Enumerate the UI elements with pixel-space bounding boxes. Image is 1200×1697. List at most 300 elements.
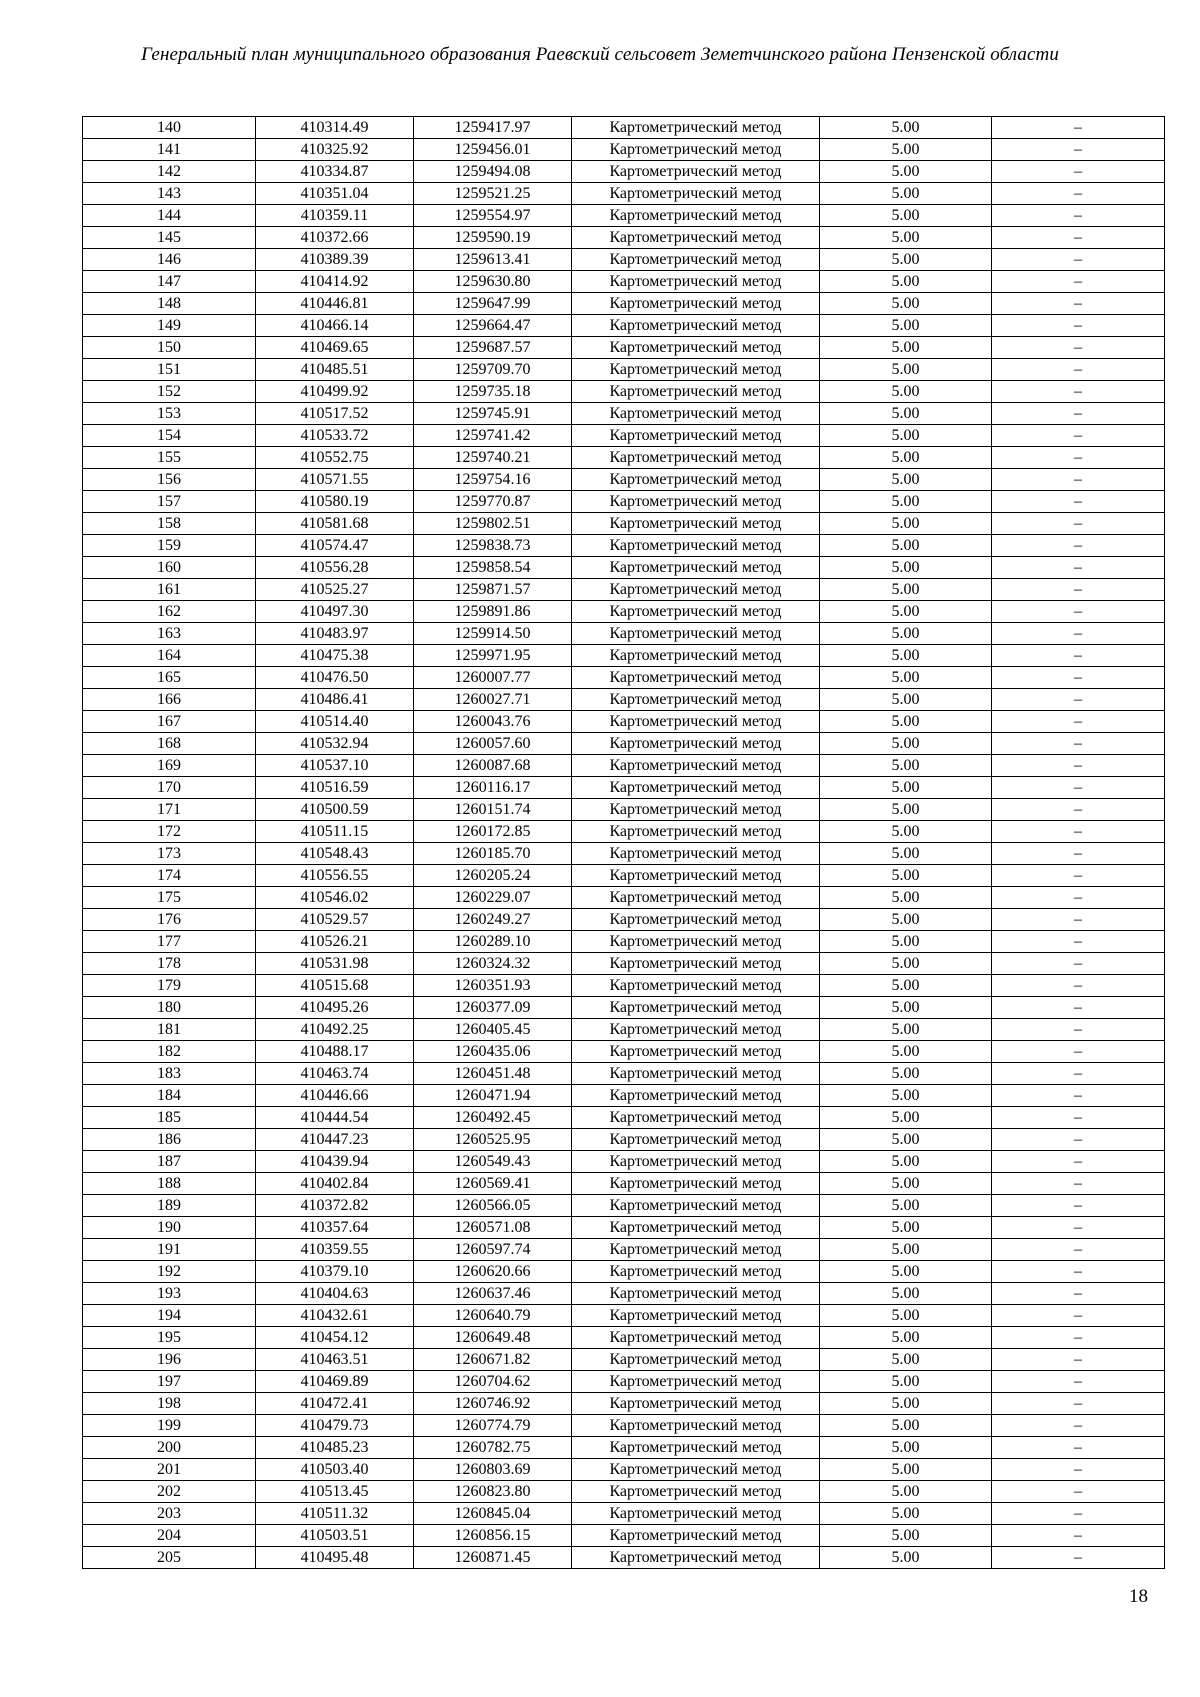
description-cell: – bbox=[992, 1349, 1165, 1371]
y-coordinate-cell: 1260027.71 bbox=[414, 689, 572, 711]
x-coordinate-cell: 410351.04 bbox=[256, 183, 414, 205]
description-cell: – bbox=[992, 1107, 1165, 1129]
y-coordinate-cell: 1259802.51 bbox=[414, 513, 572, 535]
table-row bbox=[83, 1393, 1165, 1415]
y-coordinate-cell: 1260746.92 bbox=[414, 1393, 572, 1415]
table-row bbox=[83, 777, 1165, 799]
point-number-cell: 149 bbox=[83, 315, 256, 337]
y-coordinate-cell: 1260229.07 bbox=[414, 887, 572, 909]
point-number-cell: 190 bbox=[83, 1217, 256, 1239]
method-cell: Картометрический метод bbox=[572, 117, 820, 139]
x-coordinate-cell: 410475.38 bbox=[256, 645, 414, 667]
point-number-cell: 198 bbox=[83, 1393, 256, 1415]
x-coordinate-cell: 410463.51 bbox=[256, 1349, 414, 1371]
description-cell: – bbox=[992, 359, 1165, 381]
point-number-cell: 140 bbox=[83, 117, 256, 139]
description-cell: – bbox=[992, 1305, 1165, 1327]
table-row bbox=[83, 755, 1165, 777]
x-coordinate-cell: 410571.55 bbox=[256, 469, 414, 491]
method-cell: Картометрический метод bbox=[572, 249, 820, 271]
accuracy-cell: 5.00 bbox=[820, 909, 992, 931]
method-cell: Картометрический метод bbox=[572, 1305, 820, 1327]
point-number-cell: 167 bbox=[83, 711, 256, 733]
description-cell: – bbox=[992, 1525, 1165, 1547]
x-coordinate-cell: 410546.02 bbox=[256, 887, 414, 909]
y-coordinate-cell: 1260525.95 bbox=[414, 1129, 572, 1151]
description-cell: – bbox=[992, 425, 1165, 447]
description-cell: – bbox=[992, 183, 1165, 205]
method-cell: Картометрический метод bbox=[572, 909, 820, 931]
description-cell: – bbox=[992, 293, 1165, 315]
method-cell: Картометрический метод bbox=[572, 711, 820, 733]
accuracy-cell: 5.00 bbox=[820, 667, 992, 689]
table-row bbox=[83, 1217, 1165, 1239]
accuracy-cell: 5.00 bbox=[820, 447, 992, 469]
x-coordinate-cell: 410439.94 bbox=[256, 1151, 414, 1173]
description-cell: – bbox=[992, 1217, 1165, 1239]
accuracy-cell: 5.00 bbox=[820, 1327, 992, 1349]
point-number-cell: 159 bbox=[83, 535, 256, 557]
x-coordinate-cell: 410516.59 bbox=[256, 777, 414, 799]
point-number-cell: 177 bbox=[83, 931, 256, 953]
description-cell: – bbox=[992, 337, 1165, 359]
description-cell: – bbox=[992, 1371, 1165, 1393]
accuracy-cell: 5.00 bbox=[820, 535, 992, 557]
y-coordinate-cell: 1259554.97 bbox=[414, 205, 572, 227]
y-coordinate-cell: 1260185.70 bbox=[414, 843, 572, 865]
x-coordinate-cell: 410503.40 bbox=[256, 1459, 414, 1481]
description-cell: – bbox=[992, 777, 1165, 799]
description-cell: – bbox=[992, 1085, 1165, 1107]
point-number-cell: 162 bbox=[83, 601, 256, 623]
description-cell: – bbox=[992, 1283, 1165, 1305]
accuracy-cell: 5.00 bbox=[820, 315, 992, 337]
point-number-cell: 169 bbox=[83, 755, 256, 777]
accuracy-cell: 5.00 bbox=[820, 645, 992, 667]
method-cell: Картометрический метод bbox=[572, 645, 820, 667]
x-coordinate-cell: 410463.74 bbox=[256, 1063, 414, 1085]
table-row bbox=[83, 1261, 1165, 1283]
x-coordinate-cell: 410532.94 bbox=[256, 733, 414, 755]
accuracy-cell: 5.00 bbox=[820, 1019, 992, 1041]
method-cell: Картометрический метод bbox=[572, 359, 820, 381]
table-row bbox=[83, 1547, 1165, 1569]
method-cell: Картометрический метод bbox=[572, 799, 820, 821]
description-cell: – bbox=[992, 1261, 1165, 1283]
point-number-cell: 172 bbox=[83, 821, 256, 843]
y-coordinate-cell: 1260492.45 bbox=[414, 1107, 572, 1129]
y-coordinate-cell: 1260571.08 bbox=[414, 1217, 572, 1239]
table-row bbox=[83, 1239, 1165, 1261]
accuracy-cell: 5.00 bbox=[820, 623, 992, 645]
y-coordinate-cell: 1259741.42 bbox=[414, 425, 572, 447]
accuracy-cell: 5.00 bbox=[820, 799, 992, 821]
accuracy-cell: 5.00 bbox=[820, 1261, 992, 1283]
accuracy-cell: 5.00 bbox=[820, 469, 992, 491]
x-coordinate-cell: 410476.50 bbox=[256, 667, 414, 689]
table-row bbox=[83, 997, 1165, 1019]
method-cell: Картометрический метод bbox=[572, 293, 820, 315]
accuracy-cell: 5.00 bbox=[820, 1217, 992, 1239]
method-cell: Картометрический метод bbox=[572, 1041, 820, 1063]
description-cell: – bbox=[992, 491, 1165, 513]
description-cell: – bbox=[992, 557, 1165, 579]
y-coordinate-cell: 1260205.24 bbox=[414, 865, 572, 887]
table-row bbox=[83, 909, 1165, 931]
method-cell: Картометрический метод bbox=[572, 953, 820, 975]
table-row bbox=[83, 1349, 1165, 1371]
method-cell: Картометрический метод bbox=[572, 1217, 820, 1239]
y-coordinate-cell: 1259871.57 bbox=[414, 579, 572, 601]
description-cell: – bbox=[992, 1459, 1165, 1481]
x-coordinate-cell: 410469.65 bbox=[256, 337, 414, 359]
description-cell: – bbox=[992, 667, 1165, 689]
method-cell: Картометрический метод bbox=[572, 1459, 820, 1481]
table-row bbox=[83, 1041, 1165, 1063]
point-number-cell: 189 bbox=[83, 1195, 256, 1217]
table-row bbox=[83, 557, 1165, 579]
method-cell: Картометрический метод bbox=[572, 1349, 820, 1371]
accuracy-cell: 5.00 bbox=[820, 1283, 992, 1305]
y-coordinate-cell: 1259417.97 bbox=[414, 117, 572, 139]
x-coordinate-cell: 410537.10 bbox=[256, 755, 414, 777]
accuracy-cell: 5.00 bbox=[820, 755, 992, 777]
x-coordinate-cell: 410495.26 bbox=[256, 997, 414, 1019]
description-cell: – bbox=[992, 755, 1165, 777]
point-number-cell: 161 bbox=[83, 579, 256, 601]
x-coordinate-cell: 410432.61 bbox=[256, 1305, 414, 1327]
table-row bbox=[83, 865, 1165, 887]
y-coordinate-cell: 1260871.45 bbox=[414, 1547, 572, 1569]
y-coordinate-cell: 1260566.05 bbox=[414, 1195, 572, 1217]
x-coordinate-cell: 410402.84 bbox=[256, 1173, 414, 1195]
description-cell: – bbox=[992, 249, 1165, 271]
accuracy-cell: 5.00 bbox=[820, 1525, 992, 1547]
method-cell: Картометрический метод bbox=[572, 1151, 820, 1173]
accuracy-cell: 5.00 bbox=[820, 293, 992, 315]
description-cell: – bbox=[992, 1503, 1165, 1525]
point-number-cell: 146 bbox=[83, 249, 256, 271]
x-coordinate-cell: 410469.89 bbox=[256, 1371, 414, 1393]
point-number-cell: 180 bbox=[83, 997, 256, 1019]
method-cell: Картометрический метод bbox=[572, 887, 820, 909]
table-row bbox=[83, 315, 1165, 337]
x-coordinate-cell: 410472.41 bbox=[256, 1393, 414, 1415]
x-coordinate-cell: 410359.55 bbox=[256, 1239, 414, 1261]
y-coordinate-cell: 1259891.86 bbox=[414, 601, 572, 623]
description-cell: – bbox=[992, 1239, 1165, 1261]
table-row bbox=[83, 975, 1165, 997]
x-coordinate-cell: 410511.15 bbox=[256, 821, 414, 843]
accuracy-cell: 5.00 bbox=[820, 843, 992, 865]
description-cell: – bbox=[992, 1151, 1165, 1173]
accuracy-cell: 5.00 bbox=[820, 557, 992, 579]
y-coordinate-cell: 1259770.87 bbox=[414, 491, 572, 513]
table-row bbox=[83, 1459, 1165, 1481]
point-number-cell: 176 bbox=[83, 909, 256, 931]
description-cell: – bbox=[992, 1437, 1165, 1459]
description-cell: – bbox=[992, 227, 1165, 249]
table-row bbox=[83, 1415, 1165, 1437]
x-coordinate-cell: 410533.72 bbox=[256, 425, 414, 447]
x-coordinate-cell: 410529.57 bbox=[256, 909, 414, 931]
point-number-cell: 204 bbox=[83, 1525, 256, 1547]
table-row bbox=[83, 271, 1165, 293]
point-number-cell: 173 bbox=[83, 843, 256, 865]
accuracy-cell: 5.00 bbox=[820, 403, 992, 425]
point-number-cell: 181 bbox=[83, 1019, 256, 1041]
x-coordinate-cell: 410314.49 bbox=[256, 117, 414, 139]
point-number-cell: 160 bbox=[83, 557, 256, 579]
method-cell: Картометрический метод bbox=[572, 1547, 820, 1569]
description-cell: – bbox=[992, 1481, 1165, 1503]
method-cell: Картометрический метод bbox=[572, 1283, 820, 1305]
y-coordinate-cell: 1260471.94 bbox=[414, 1085, 572, 1107]
description-cell: – bbox=[992, 1063, 1165, 1085]
accuracy-cell: 5.00 bbox=[820, 1481, 992, 1503]
x-coordinate-cell: 410515.68 bbox=[256, 975, 414, 997]
point-number-cell: 154 bbox=[83, 425, 256, 447]
x-coordinate-cell: 410447.23 bbox=[256, 1129, 414, 1151]
method-cell: Картометрический метод bbox=[572, 975, 820, 997]
table-row bbox=[83, 469, 1165, 491]
table-row bbox=[83, 337, 1165, 359]
table-row bbox=[83, 1371, 1165, 1393]
table-row bbox=[83, 403, 1165, 425]
x-coordinate-cell: 410404.63 bbox=[256, 1283, 414, 1305]
point-number-cell: 145 bbox=[83, 227, 256, 249]
point-number-cell: 179 bbox=[83, 975, 256, 997]
description-cell: – bbox=[992, 271, 1165, 293]
method-cell: Картометрический метод bbox=[572, 843, 820, 865]
accuracy-cell: 5.00 bbox=[820, 1239, 992, 1261]
method-cell: Картометрический метод bbox=[572, 139, 820, 161]
description-cell: – bbox=[992, 975, 1165, 997]
method-cell: Картометрический метод bbox=[572, 997, 820, 1019]
accuracy-cell: 5.00 bbox=[820, 491, 992, 513]
point-number-cell: 197 bbox=[83, 1371, 256, 1393]
description-cell: – bbox=[992, 447, 1165, 469]
y-coordinate-cell: 1259521.25 bbox=[414, 183, 572, 205]
x-coordinate-cell: 410499.92 bbox=[256, 381, 414, 403]
accuracy-cell: 5.00 bbox=[820, 1415, 992, 1437]
point-number-cell: 196 bbox=[83, 1349, 256, 1371]
x-coordinate-cell: 410548.43 bbox=[256, 843, 414, 865]
y-coordinate-cell: 1259664.47 bbox=[414, 315, 572, 337]
x-coordinate-cell: 410525.27 bbox=[256, 579, 414, 601]
x-coordinate-cell: 410514.40 bbox=[256, 711, 414, 733]
table-row bbox=[83, 227, 1165, 249]
x-coordinate-cell: 410531.98 bbox=[256, 953, 414, 975]
y-coordinate-cell: 1260597.74 bbox=[414, 1239, 572, 1261]
table-row bbox=[83, 1085, 1165, 1107]
accuracy-cell: 5.00 bbox=[820, 1195, 992, 1217]
table-row bbox=[83, 1437, 1165, 1459]
point-number-cell: 150 bbox=[83, 337, 256, 359]
y-coordinate-cell: 1260151.74 bbox=[414, 799, 572, 821]
point-number-cell: 202 bbox=[83, 1481, 256, 1503]
y-coordinate-cell: 1260172.85 bbox=[414, 821, 572, 843]
accuracy-cell: 5.00 bbox=[820, 139, 992, 161]
point-number-cell: 147 bbox=[83, 271, 256, 293]
x-coordinate-cell: 410580.19 bbox=[256, 491, 414, 513]
table-row bbox=[83, 711, 1165, 733]
method-cell: Картометрический метод bbox=[572, 425, 820, 447]
point-number-cell: 143 bbox=[83, 183, 256, 205]
accuracy-cell: 5.00 bbox=[820, 1151, 992, 1173]
point-number-cell: 178 bbox=[83, 953, 256, 975]
y-coordinate-cell: 1260087.68 bbox=[414, 755, 572, 777]
accuracy-cell: 5.00 bbox=[820, 865, 992, 887]
point-number-cell: 141 bbox=[83, 139, 256, 161]
description-cell: – bbox=[992, 623, 1165, 645]
x-coordinate-cell: 410485.51 bbox=[256, 359, 414, 381]
accuracy-cell: 5.00 bbox=[820, 1173, 992, 1195]
point-number-cell: 187 bbox=[83, 1151, 256, 1173]
method-cell: Картометрический метод bbox=[572, 865, 820, 887]
accuracy-cell: 5.00 bbox=[820, 1041, 992, 1063]
table-row bbox=[83, 1063, 1165, 1085]
y-coordinate-cell: 1259740.21 bbox=[414, 447, 572, 469]
x-coordinate-cell: 410497.30 bbox=[256, 601, 414, 623]
description-cell: – bbox=[992, 821, 1165, 843]
description-cell: – bbox=[992, 1393, 1165, 1415]
y-coordinate-cell: 1259745.91 bbox=[414, 403, 572, 425]
y-coordinate-cell: 1260405.45 bbox=[414, 1019, 572, 1041]
description-cell: – bbox=[992, 139, 1165, 161]
y-coordinate-cell: 1260649.48 bbox=[414, 1327, 572, 1349]
method-cell: Картометрический метод bbox=[572, 183, 820, 205]
accuracy-cell: 5.00 bbox=[820, 117, 992, 139]
accuracy-cell: 5.00 bbox=[820, 997, 992, 1019]
table-row bbox=[83, 1305, 1165, 1327]
accuracy-cell: 5.00 bbox=[820, 227, 992, 249]
table-row bbox=[83, 513, 1165, 535]
point-number-cell: 163 bbox=[83, 623, 256, 645]
table-row bbox=[83, 535, 1165, 557]
y-coordinate-cell: 1260823.80 bbox=[414, 1481, 572, 1503]
point-number-cell: 200 bbox=[83, 1437, 256, 1459]
table-row bbox=[83, 821, 1165, 843]
point-number-cell: 194 bbox=[83, 1305, 256, 1327]
x-coordinate-cell: 410325.92 bbox=[256, 139, 414, 161]
point-number-cell: 152 bbox=[83, 381, 256, 403]
method-cell: Картометрический метод bbox=[572, 777, 820, 799]
x-coordinate-cell: 410372.82 bbox=[256, 1195, 414, 1217]
y-coordinate-cell: 1260451.48 bbox=[414, 1063, 572, 1085]
table-row bbox=[83, 733, 1165, 755]
accuracy-cell: 5.00 bbox=[820, 183, 992, 205]
description-cell: – bbox=[992, 997, 1165, 1019]
table-row bbox=[83, 447, 1165, 469]
accuracy-cell: 5.00 bbox=[820, 1085, 992, 1107]
description-cell: – bbox=[992, 953, 1165, 975]
table-row bbox=[83, 579, 1165, 601]
x-coordinate-cell: 410444.54 bbox=[256, 1107, 414, 1129]
x-coordinate-cell: 410479.73 bbox=[256, 1415, 414, 1437]
x-coordinate-cell: 410513.45 bbox=[256, 1481, 414, 1503]
y-coordinate-cell: 1260620.66 bbox=[414, 1261, 572, 1283]
y-coordinate-cell: 1260774.79 bbox=[414, 1415, 572, 1437]
point-number-cell: 157 bbox=[83, 491, 256, 513]
method-cell: Картометрический метод bbox=[572, 667, 820, 689]
method-cell: Картометрический метод bbox=[572, 623, 820, 645]
accuracy-cell: 5.00 bbox=[820, 249, 992, 271]
method-cell: Картометрический метод bbox=[572, 1239, 820, 1261]
x-coordinate-cell: 410581.68 bbox=[256, 513, 414, 535]
accuracy-cell: 5.00 bbox=[820, 425, 992, 447]
y-coordinate-cell: 1259971.95 bbox=[414, 645, 572, 667]
table-row bbox=[83, 843, 1165, 865]
y-coordinate-cell: 1259914.50 bbox=[414, 623, 572, 645]
point-number-cell: 158 bbox=[83, 513, 256, 535]
description-cell: – bbox=[992, 909, 1165, 931]
table-row bbox=[83, 1173, 1165, 1195]
y-coordinate-cell: 1260435.06 bbox=[414, 1041, 572, 1063]
description-cell: – bbox=[992, 205, 1165, 227]
y-coordinate-cell: 1259838.73 bbox=[414, 535, 572, 557]
accuracy-cell: 5.00 bbox=[820, 381, 992, 403]
table-row bbox=[83, 161, 1165, 183]
accuracy-cell: 5.00 bbox=[820, 513, 992, 535]
point-number-cell: 170 bbox=[83, 777, 256, 799]
y-coordinate-cell: 1260640.79 bbox=[414, 1305, 572, 1327]
table-row bbox=[83, 425, 1165, 447]
x-coordinate-cell: 410511.32 bbox=[256, 1503, 414, 1525]
accuracy-cell: 5.00 bbox=[820, 689, 992, 711]
table-row bbox=[83, 1151, 1165, 1173]
accuracy-cell: 5.00 bbox=[820, 359, 992, 381]
accuracy-cell: 5.00 bbox=[820, 1459, 992, 1481]
y-coordinate-cell: 1260637.46 bbox=[414, 1283, 572, 1305]
y-coordinate-cell: 1259647.99 bbox=[414, 293, 572, 315]
description-cell: – bbox=[992, 513, 1165, 535]
table-row bbox=[83, 667, 1165, 689]
accuracy-cell: 5.00 bbox=[820, 777, 992, 799]
point-number-cell: 201 bbox=[83, 1459, 256, 1481]
point-number-cell: 164 bbox=[83, 645, 256, 667]
table-row bbox=[83, 117, 1165, 139]
table-row bbox=[83, 645, 1165, 667]
method-cell: Картометрический метод bbox=[572, 1129, 820, 1151]
x-coordinate-cell: 410483.97 bbox=[256, 623, 414, 645]
x-coordinate-cell: 410486.41 bbox=[256, 689, 414, 711]
description-cell: – bbox=[992, 1195, 1165, 1217]
description-cell: – bbox=[992, 161, 1165, 183]
point-number-cell: 184 bbox=[83, 1085, 256, 1107]
y-coordinate-cell: 1260856.15 bbox=[414, 1525, 572, 1547]
accuracy-cell: 5.00 bbox=[820, 1371, 992, 1393]
accuracy-cell: 5.00 bbox=[820, 161, 992, 183]
method-cell: Картометрический метод bbox=[572, 403, 820, 425]
accuracy-cell: 5.00 bbox=[820, 1349, 992, 1371]
method-cell: Картометрический метод bbox=[572, 755, 820, 777]
method-cell: Картометрический метод bbox=[572, 271, 820, 293]
method-cell: Картометрический метод bbox=[572, 227, 820, 249]
method-cell: Картометрический метод bbox=[572, 1437, 820, 1459]
y-coordinate-cell: 1260782.75 bbox=[414, 1437, 572, 1459]
point-number-cell: 144 bbox=[83, 205, 256, 227]
method-cell: Картометрический метод bbox=[572, 447, 820, 469]
x-coordinate-cell: 410552.75 bbox=[256, 447, 414, 469]
table-row bbox=[83, 601, 1165, 623]
description-cell: – bbox=[992, 1173, 1165, 1195]
method-cell: Картометрический метод bbox=[572, 1327, 820, 1349]
point-number-cell: 151 bbox=[83, 359, 256, 381]
method-cell: Картометрический метод bbox=[572, 205, 820, 227]
point-number-cell: 153 bbox=[83, 403, 256, 425]
x-coordinate-cell: 410526.21 bbox=[256, 931, 414, 953]
